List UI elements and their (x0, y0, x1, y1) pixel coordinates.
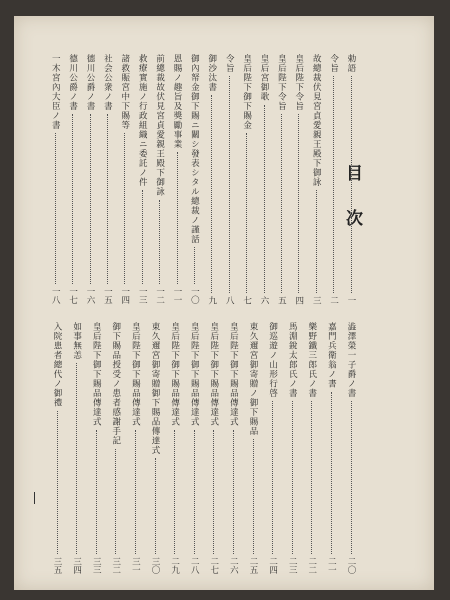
dot-leader (159, 200, 160, 285)
toc-entry-page: 二五 (248, 557, 258, 574)
toc-entry (170, 322, 180, 574)
toc-entry (294, 54, 304, 304)
dot-leader (351, 76, 352, 293)
toc-entry (287, 322, 297, 574)
toc-entry (209, 322, 219, 574)
toc-entry-title: 澁澤榮一子爵ノ書 (346, 322, 356, 398)
toc-entry-title: 恩賜ノ趣旨及獎勵事業 (172, 54, 182, 149)
toc-entry-title: 御內帑金御下賜ニ關シ發表シタル總裁ノ謹話 (189, 54, 200, 244)
toc-entry (189, 54, 199, 304)
dot-leader (135, 430, 136, 555)
dot-leader (298, 114, 299, 293)
toc-entry (259, 54, 269, 304)
toc-entry-title: 皇后陛下御下賜品傳達式 (130, 322, 141, 427)
toc-entry (326, 322, 336, 574)
dot-leader (57, 411, 58, 555)
dot-leader (253, 439, 254, 554)
toc-entry-title: 皇后陛下御下賜品傳達式 (169, 322, 180, 427)
toc-entry (329, 54, 339, 304)
toc-entry-page: 四 (293, 295, 304, 304)
toc-entry-title: 東久邇宮御寄贈ノ御下賜品 (248, 322, 258, 436)
toc-entry-title: 馬淵銳太郎氏ノ書 (287, 322, 298, 398)
toc-entry-page: 三一 (130, 557, 141, 574)
toc-entry-page: 七 (241, 295, 252, 304)
dot-leader (264, 105, 265, 293)
toc-entry-title: 御巡遊ノ山形行啓 (267, 322, 278, 398)
dot-leader (194, 430, 195, 555)
dot-leader (107, 114, 108, 284)
toc-entry-page: 三〇 (150, 557, 160, 574)
dot-leader (174, 430, 175, 555)
toc-entry-page: 一七 (67, 287, 78, 304)
toc-entry-page: 九 (206, 295, 217, 304)
page-heading: 目次 (342, 164, 362, 254)
dot-leader (351, 401, 352, 554)
toc-entry-page: 一四 (119, 287, 130, 304)
toc-entry-page: 二八 (189, 557, 200, 574)
toc-entry-title: 社会公衆ノ書 (102, 54, 113, 111)
dot-leader (124, 133, 125, 284)
toc-entry-page: 二〇 (346, 557, 356, 574)
toc-entry (155, 54, 165, 304)
toc-entry (102, 54, 112, 304)
toc-entry-page: 三二 (110, 557, 121, 574)
toc-entry-page: 五 (276, 295, 287, 304)
toc-entry (150, 322, 160, 574)
toc-entry-page: 二七 (208, 557, 219, 574)
toc-entry-page: 一〇 (189, 287, 200, 304)
dot-leader (333, 76, 334, 293)
dot-leader (229, 76, 230, 293)
toc-entry (242, 54, 252, 304)
toc-entry-title: 御沙汰書 (206, 54, 217, 92)
toc-entry-title: 皇后陛下御下賜金 (241, 54, 252, 130)
toc-entry-title: 令旨 (328, 54, 339, 73)
toc-entry-page: 六 (259, 295, 269, 304)
book-page (14, 16, 434, 590)
toc-entry (307, 322, 317, 574)
toc-entry-title: 嘉門兵衛翁ノ書 (326, 322, 337, 389)
toc-entry-title: 皇后陛下御下賜品傳達式 (189, 322, 200, 427)
margin-mark (34, 492, 35, 504)
toc-entry-page: 一 (346, 295, 356, 304)
toc-entry (228, 322, 238, 574)
toc-entry-title: 如事無恙 (71, 322, 82, 360)
toc-entry (137, 54, 147, 304)
dot-leader (211, 95, 212, 293)
dot-leader (292, 401, 293, 554)
toc-entry (189, 322, 199, 574)
toc-entry (207, 54, 217, 304)
toc-entry (130, 322, 140, 574)
toc-entry-title: 前總裁故伏見宮貞愛親王殿下御詠 (154, 54, 165, 197)
toc-entry-page: 二一 (326, 557, 337, 574)
toc-entry (120, 54, 130, 304)
toc-entry-title: 故總裁伏見宮貞愛親王殿下御詠 (311, 54, 322, 187)
toc-entry-title: 德川公爵ノ書 (85, 54, 95, 111)
toc-entry-page: 二九 (169, 557, 180, 574)
toc-entry-title: 救療實施ノ行政組織ニ委託ノ件 (137, 54, 148, 187)
dot-leader (246, 133, 247, 293)
toc-entry (91, 322, 101, 574)
toc-entry-page: 三五 (52, 557, 62, 574)
toc-entry-page: 二三 (287, 557, 298, 574)
toc-entry-page: 三三 (91, 557, 102, 574)
toc-entry (52, 322, 62, 574)
dot-leader (142, 190, 143, 284)
toc-entry (50, 54, 60, 304)
toc-entry (268, 322, 278, 574)
toc-entry (72, 322, 82, 574)
dot-leader (115, 449, 116, 555)
toc-entry-page: 二 (328, 295, 339, 304)
toc-entry (346, 322, 356, 574)
dot-leader (194, 247, 195, 284)
dot-leader (76, 363, 77, 554)
toc-entry-title: 皇后宮御歌 (259, 54, 269, 102)
toc-entry (85, 54, 95, 304)
toc-entry-page: 一二 (154, 287, 165, 304)
toc-entry-title: 諸救賑宮中下賜等 (119, 54, 130, 130)
toc-entry-page: 八 (224, 295, 235, 304)
toc-entry-title: 東久邇宮御寄贈御下賜品傳達式 (150, 322, 160, 455)
toc-entry-page: 二二 (306, 557, 317, 574)
toc-entry (346, 54, 356, 304)
toc-entry (311, 54, 321, 304)
dot-leader (72, 114, 73, 284)
dot-leader (272, 401, 273, 554)
toc-entry-page: 一一 (172, 287, 182, 304)
dot-leader (281, 114, 282, 293)
toc-entry-title: 樂野鐵三郎氏ノ書 (306, 322, 317, 398)
dot-leader (96, 430, 97, 555)
toc-entry (224, 54, 234, 304)
toc-entry-title: 一木宮內大臣ノ書 (50, 54, 61, 130)
toc-entry-page: 一五 (102, 287, 113, 304)
toc-entry-title: 德川公爵ノ書 (67, 54, 78, 111)
dot-leader (311, 401, 312, 554)
toc-entry-page: 三四 (71, 557, 82, 574)
dot-leader (90, 114, 91, 284)
toc-entry-title: 令旨 (224, 54, 235, 73)
toc-entry-title: 皇后陛下御下賜品傳達式 (228, 322, 239, 427)
toc-entry-page: 一八 (50, 287, 61, 304)
toc-entry-title: 御下賜品授受ノ患者感謝手記 (110, 322, 121, 446)
toc-entry-title: 皇后陛下御下賜品傳達式 (208, 322, 219, 427)
toc-entry-title: 勅語 (346, 54, 356, 73)
toc-entry-page: 三 (311, 295, 322, 304)
toc-entry-title: 皇后陛下令旨 (276, 54, 287, 111)
toc-entry-page: 一三 (137, 287, 148, 304)
toc-entry-title: 入院患者總代ノ御禮 (52, 322, 62, 408)
toc-entry (172, 54, 182, 304)
toc-entry-page: 一六 (85, 287, 95, 304)
dot-leader (331, 392, 332, 555)
toc-entry (111, 322, 121, 574)
dot-leader (213, 430, 214, 555)
toc-entry-page: 二四 (267, 557, 278, 574)
dot-leader (177, 152, 178, 284)
toc-entry (276, 54, 286, 304)
toc-entry-page: 二六 (228, 557, 239, 574)
toc-entry-title: 皇后陛下令旨 (293, 54, 304, 111)
dot-leader (316, 190, 317, 293)
toc-entry (248, 322, 258, 574)
dot-leader (55, 133, 56, 284)
toc-entry-title: 皇后陛下御下賜品傳達式 (91, 322, 102, 427)
toc-entry (68, 54, 78, 304)
dot-leader (233, 430, 234, 555)
dot-leader (155, 458, 156, 554)
